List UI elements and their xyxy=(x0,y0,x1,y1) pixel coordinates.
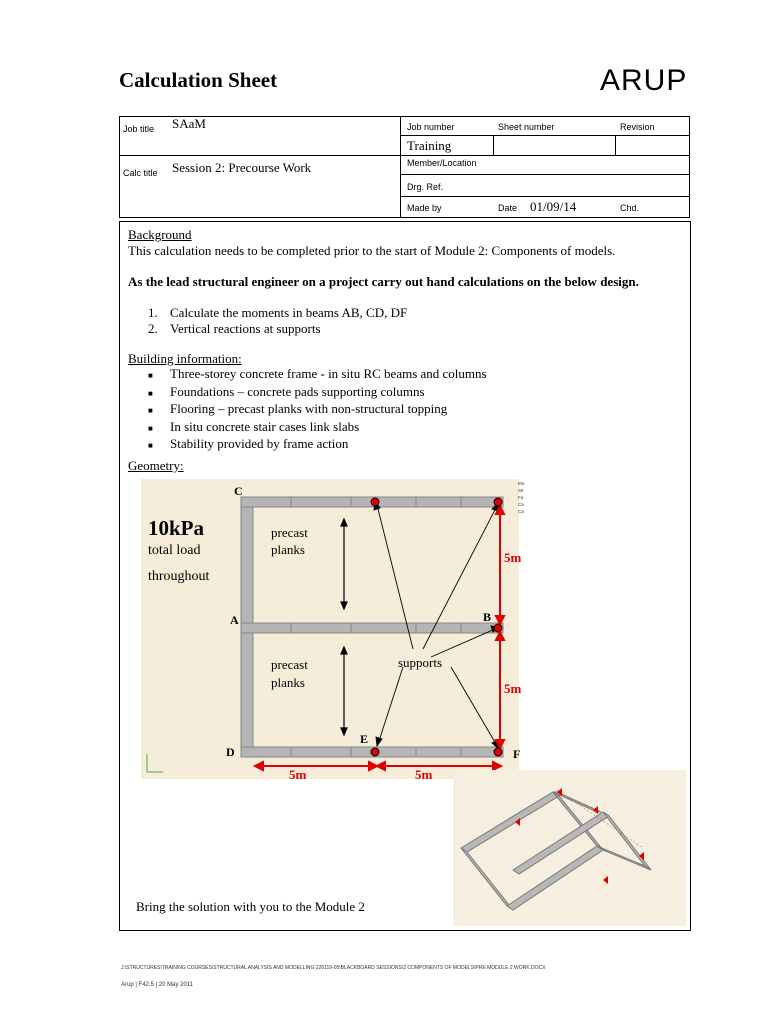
made-by-label: Made by xyxy=(407,203,442,213)
side-text: Ca xyxy=(518,502,524,507)
page-title: Calculation Sheet xyxy=(119,68,278,92)
geometry-heading: Geometry: xyxy=(128,458,184,473)
dim-bottom-left: 5m xyxy=(289,767,307,782)
date-value: 01/09/14 xyxy=(530,199,577,214)
side-text: Ele xyxy=(518,481,525,486)
background-heading: Background xyxy=(128,227,192,242)
list-item: 2. Vertical reactions at supports xyxy=(148,321,321,336)
list-item: 1. Calculate the moments in beams AB, CD, DF xyxy=(148,305,408,320)
list-item: ■ Foundations – concrete pads supporting columns xyxy=(148,383,425,399)
job-number-value: Training xyxy=(407,138,452,153)
calc-title-value: Session 2: Precourse Work xyxy=(172,160,312,175)
planks-top-line-2: planks xyxy=(271,542,305,557)
revision-label: Revision xyxy=(620,122,655,132)
drg-ref-label: Drg. Ref. xyxy=(407,182,444,192)
dim-top-right: 5m xyxy=(504,550,522,565)
load-line-2: throughout xyxy=(148,569,210,584)
calc-title-label: Calc title xyxy=(123,168,158,178)
footer-path: J:\STRUCTURES\TRAINING COURSES\STRUCTURAL ANALYSIS AND MODELLING 226119-05\BLACKBOARD SESSIONS\2 COMPONENTS OF MODELS\PRE MODULE 2 WORK.DOCX xyxy=(121,965,546,971)
task-list xyxy=(148,305,407,337)
node-f-label: F xyxy=(513,747,521,761)
node-b-label: B xyxy=(483,610,492,624)
support-marker xyxy=(371,498,379,506)
node-a-label: A xyxy=(230,613,239,627)
dim-bottom-right: 5m xyxy=(504,681,522,696)
planks-bottom-line-2: planks xyxy=(271,675,305,690)
dim-bottom-mid: 5m xyxy=(415,767,433,782)
chd-label: Chd. xyxy=(620,203,640,213)
load-line-1: total load xyxy=(148,543,201,558)
node-d-label: D xyxy=(226,745,235,759)
date-label: Date xyxy=(498,203,518,213)
building-heading: Building information: xyxy=(128,351,242,366)
building-list xyxy=(148,366,487,454)
background-text: This calculation needs to be completed prior to the start of Module 2: Components of models. xyxy=(128,243,616,258)
supports-label: supports xyxy=(398,655,443,670)
side-text: Ca xyxy=(518,509,524,514)
node-c-label: C xyxy=(234,484,243,498)
list-item: ■ In situ concrete stair cases link slabs xyxy=(148,418,360,434)
planks-bottom-line-1: precast xyxy=(271,657,308,672)
node-e-label: E xyxy=(360,732,369,746)
support-marker xyxy=(494,748,502,756)
support-marker xyxy=(494,624,502,632)
job-title-label: Job title xyxy=(123,124,155,134)
load-value: 10kPa xyxy=(148,516,205,540)
arup-logo: ARUP xyxy=(600,64,688,97)
member-location-label: Member/Location xyxy=(407,158,477,168)
support-marker xyxy=(494,498,502,506)
list-item: ■ Stability provided by frame action xyxy=(148,436,349,452)
beam-ab xyxy=(241,623,503,633)
geometry-diagram xyxy=(141,479,527,785)
job-title-value: SAaM xyxy=(172,116,206,131)
list-item: ■ Flooring – precast planks with non-structural topping xyxy=(148,401,448,417)
list-item: ■ Three-storey concrete frame - in situ RC beams and columns xyxy=(148,366,487,381)
job-number-label: Job number xyxy=(407,122,455,132)
sheet-number-label: Sheet number xyxy=(498,122,555,132)
task-text: As the lead structural engineer on a project carry out hand calculations on the below design. xyxy=(128,274,639,289)
footer-ref: Arup | F42.5 | 20 May 2011 xyxy=(121,982,194,988)
planks-top-line-1: precast xyxy=(271,525,308,540)
3d-model-image xyxy=(453,770,686,926)
support-marker xyxy=(371,748,379,756)
side-text: Str xyxy=(518,488,524,493)
closing-text: Bring the solution with you to the Module 2 xyxy=(136,899,365,914)
side-text: Fa xyxy=(518,495,524,500)
